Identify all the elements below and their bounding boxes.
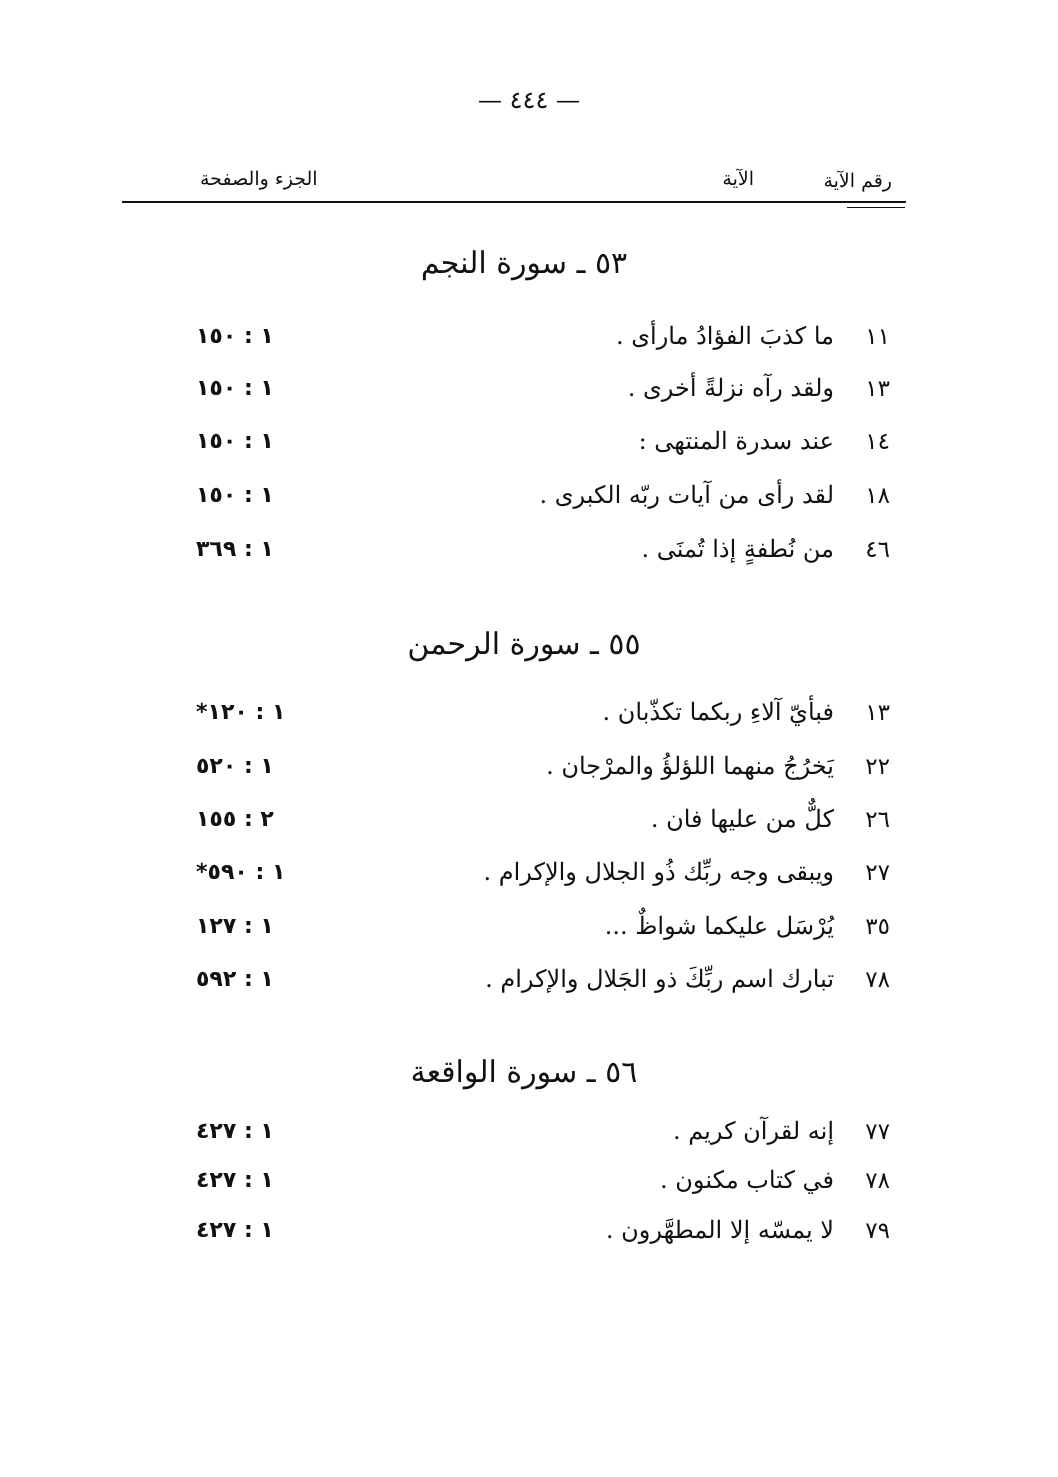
- volume-page-ref: ١ : ١٥٠: [196, 429, 274, 454]
- volume-page-ref: ٢ : ١٥٥: [196, 807, 274, 832]
- ayah-text: إنه لقرآن كريم .: [672, 1117, 834, 1145]
- page-number: — ٤٤٤ —: [478, 86, 580, 114]
- ayah-text: ويبقى وجه ربِّك ذُو الجلال والإكرام .: [483, 858, 834, 886]
- table-row: [122, 427, 906, 467]
- ayah-number: ١٣: [865, 376, 890, 402]
- ayah-text: يَخرُجُ منهما اللؤلؤُ والمرْجان .: [546, 752, 834, 780]
- volume-page-ref: ١ : ٤٢٧: [196, 1218, 274, 1243]
- header-rule-short: [847, 207, 905, 208]
- header-ayah-number: رقم الآية: [823, 170, 892, 192]
- volume-page-ref: ١ : ٥٩٢: [196, 967, 274, 992]
- table-row: [122, 805, 906, 845]
- table-row: [122, 1117, 906, 1157]
- table-row: [122, 481, 906, 521]
- volume-page-ref: ١ : ٤٢٧: [196, 1168, 274, 1193]
- ayah-number: ١٨: [865, 483, 890, 509]
- ayah-number: ٢٢: [865, 754, 890, 780]
- ayah-text: من نُطفةٍ إذا تُمنَى .: [641, 535, 834, 563]
- ayah-number: ٤٦: [865, 537, 890, 563]
- ayah-text: يُرْسَل عليكما شواظٌ ...: [604, 912, 834, 940]
- table-header: [122, 160, 906, 204]
- volume-page-ref: ١ : ٤٢٧: [196, 1119, 274, 1144]
- surah-title: ٥٦ ـ سورة الواقعة: [410, 1055, 638, 1090]
- volume-page-ref: ١ : ١٥٠: [196, 324, 274, 349]
- surah-title: ٥٣ ـ سورة النجم: [420, 246, 628, 281]
- table-row: [122, 912, 906, 952]
- ayah-number: ٢٧: [865, 860, 890, 886]
- volume-page-ref: ١ : ١٥٠: [196, 483, 274, 508]
- ayah-text: ولقد رآه نزلةً أخرى .: [627, 374, 834, 402]
- volume-page-ref: ١ : ٥٩٠*: [196, 860, 286, 885]
- ayah-text: تبارك اسم ربِّكَ ذو الجَلال والإكرام .: [485, 965, 834, 993]
- header-volume-page: الجزء والصفحة: [200, 168, 318, 190]
- volume-page-ref: ١ : ١٢٧: [196, 914, 274, 939]
- volume-page-ref: ١ : ١٢٠*: [196, 700, 286, 725]
- table-row: [122, 374, 906, 414]
- table-row: [122, 698, 906, 738]
- ayah-text: فبأيّ آلاءِ ربكما تكذّبان .: [602, 698, 834, 726]
- volume-page-ref: ١ : ٥٢٠: [196, 754, 274, 779]
- table-row: [122, 1166, 906, 1206]
- ayah-number: ٧٧: [865, 1119, 890, 1145]
- table-row: [122, 535, 906, 575]
- ayah-text: كلٌّ من عليها فان .: [650, 805, 834, 833]
- ayah-text: لا يمسّه إلا المطهَّرون .: [605, 1216, 834, 1244]
- table-row: [122, 1216, 906, 1256]
- header-ayah: الآية: [722, 168, 754, 190]
- table-row: [122, 322, 906, 362]
- ayah-number: ٧٨: [865, 1168, 890, 1194]
- ayah-text: لقد رأى من آيات ربّه الكبرى .: [539, 481, 834, 509]
- ayah-text: في كتاب مكنون .: [660, 1166, 834, 1194]
- table-row: [122, 752, 906, 792]
- volume-page-ref: ١ : ٣٦٩: [196, 537, 274, 562]
- ayah-text: عند سدرة المنتهى :: [638, 427, 834, 455]
- ayah-text: ما كذبَ الفؤادُ مارأى .: [615, 322, 834, 350]
- ayah-number: ٢٦: [865, 807, 890, 833]
- surah-title: ٥٥ ـ سورة الرحمن: [407, 627, 641, 662]
- table-row: [122, 858, 906, 898]
- ayah-number: ٧٨: [865, 967, 890, 993]
- ayah-number: ١١: [865, 324, 890, 350]
- ayah-number: ٧٩: [865, 1218, 890, 1244]
- volume-page-ref: ١ : ١٥٠: [196, 376, 274, 401]
- header-rule: [122, 201, 906, 203]
- ayah-number: ١٣: [865, 700, 890, 726]
- ayah-number: ١٤: [865, 429, 890, 455]
- table-row: [122, 965, 906, 1005]
- ayah-number: ٣٥: [865, 914, 890, 940]
